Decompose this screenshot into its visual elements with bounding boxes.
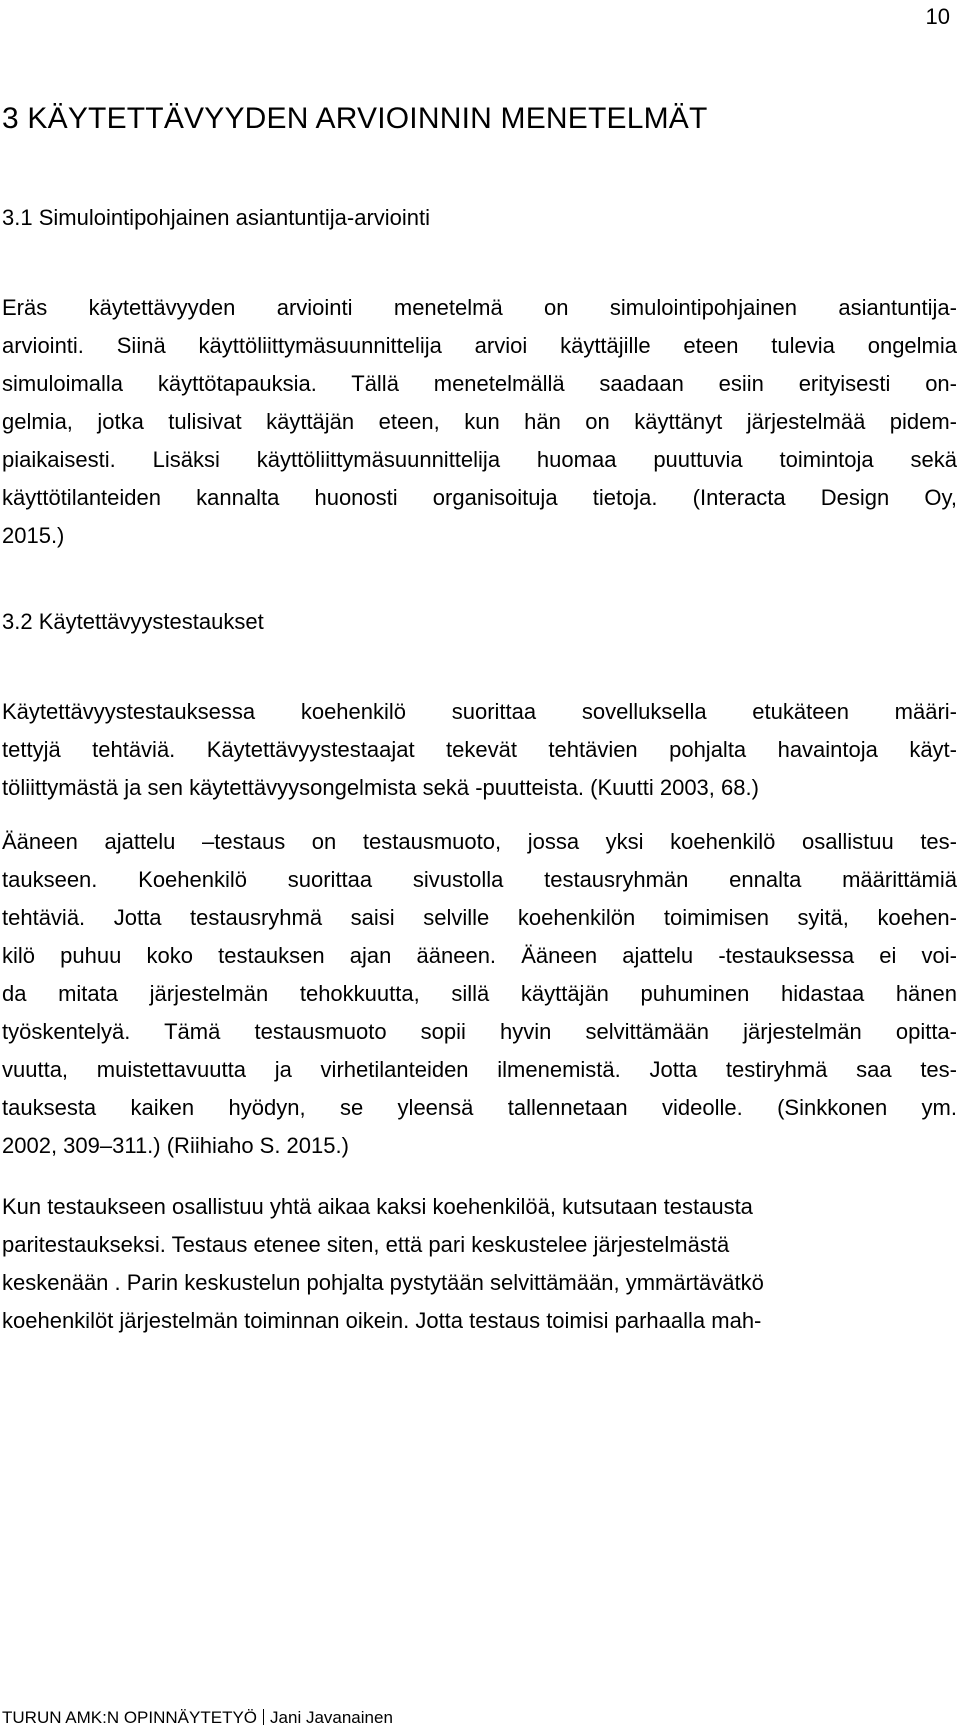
footer-separator [263, 1709, 264, 1725]
footer-author: Jani Javanainen [270, 1708, 393, 1727]
text-line: gelmia, jotka tulisivat käyttäjän eteen, kun hän on käyttänyt järjestelmää pidem- [2, 409, 957, 434]
text-line: taukseen. Koehenkilö suorittaa sivustolla testausryhmän ennalta määrittämiä [2, 867, 957, 892]
text-line: arviointi. Siinä käyttöliittymäsuunnittelija arvioi käyttäjille eteen tulevia ongelmia [2, 333, 957, 358]
text-line: keskenään . Parin keskustelun pohjalta pystytään selvittämään, ymmärtävätkö [2, 1270, 764, 1295]
text-line: tettyjä tehtäviä. Käytettävyystestaajat tekevät tehtävien pohjalta havaintoja käyt- [2, 737, 957, 762]
text-line: Käytettävyystestauksessa koehenkilö suorittaa sovelluksella etukäteen määri- [2, 699, 957, 724]
page-footer [2, 1708, 393, 1728]
text-line: Eräs käytettävyyden arviointi menetelmä on simulointipohjainen asiantuntija- [2, 295, 957, 320]
section-heading-3-1: 3.1 Simulointipohjainen asiantuntija-arviointi [2, 205, 431, 230]
paragraph-usability-testing [2, 693, 957, 807]
text-line: työskentelyä. Tämä testausmuoto sopii hyvin selvittämään järjestelmän opitta- [2, 1019, 957, 1044]
paragraph-pair-testing [2, 1188, 957, 1340]
footer-institution: TURUN AMK:N OPINNÄYTETYÖ [2, 1708, 258, 1727]
paragraph-simulation-review [2, 289, 957, 555]
section-heading-3-2: 3.2 Käytettävyystestaukset [2, 609, 264, 634]
page-number: 10 [925, 4, 950, 29]
text-line: 2015.) [2, 523, 65, 548]
text-line: Ääneen ajattelu –testaus on testausmuoto, jossa yksi koehenkilö osallistuu tes- [2, 829, 957, 854]
text-line: tehtäviä. Jotta testausryhmä saisi selville koehenkilön toimimisen syitä, koehen- [2, 905, 957, 930]
text-line: kilö puhuu koko testauksen ajan ääneen. Ääneen ajattelu -testauksessa ei voi- [2, 943, 957, 968]
text-line: koehenkilöt järjestelmän toiminnan oikein. Jotta testaus toimisi parhaalla mah- [2, 1308, 762, 1333]
chapter-title: 3 KÄYTETTÄVYYDEN ARVIOINNIN MENETELMÄT [2, 102, 708, 135]
text-line: käyttötilanteiden kannalta huonosti organisoituja tietoja. (Interacta Design Oy, [2, 485, 957, 510]
text-line: da mitata järjestelmän tehokkuutta, sillä käyttäjän puhuminen hidastaa hänen [2, 981, 957, 1006]
text-line: töliittymästä ja sen käytettävyysongelmista sekä -puutteista. (Kuutti 2003, 68.) [2, 775, 759, 800]
text-line: paritestaukseksi. Testaus etenee siten, että pari keskustelee järjestelmästä [2, 1232, 730, 1257]
text-line: piaikaisesti. Lisäksi käyttöliittymäsuunnittelija huomaa puuttuvia toimintoja sekä [2, 447, 957, 472]
text-line: simuloimalla käyttötapauksia. Tällä menetelmällä saadaan esiin erityisesti on- [2, 371, 957, 396]
text-line: vuutta, muistettavuutta ja virhetilanteiden ilmenemistä. Jotta testiryhmä saa tes- [2, 1057, 957, 1082]
text-line: Kun testaukseen osallistuu yhtä aikaa kaksi koehenkilöä, kutsutaan testausta [2, 1194, 753, 1219]
text-line: tauksesta kaiken hyödyn, se yleensä tallennetaan videolle. (Sinkkonen ym. [2, 1095, 957, 1120]
paragraph-think-aloud [2, 823, 957, 1165]
text-line: 2002, 309–311.) (Riihiaho S. 2015.) [2, 1133, 349, 1158]
